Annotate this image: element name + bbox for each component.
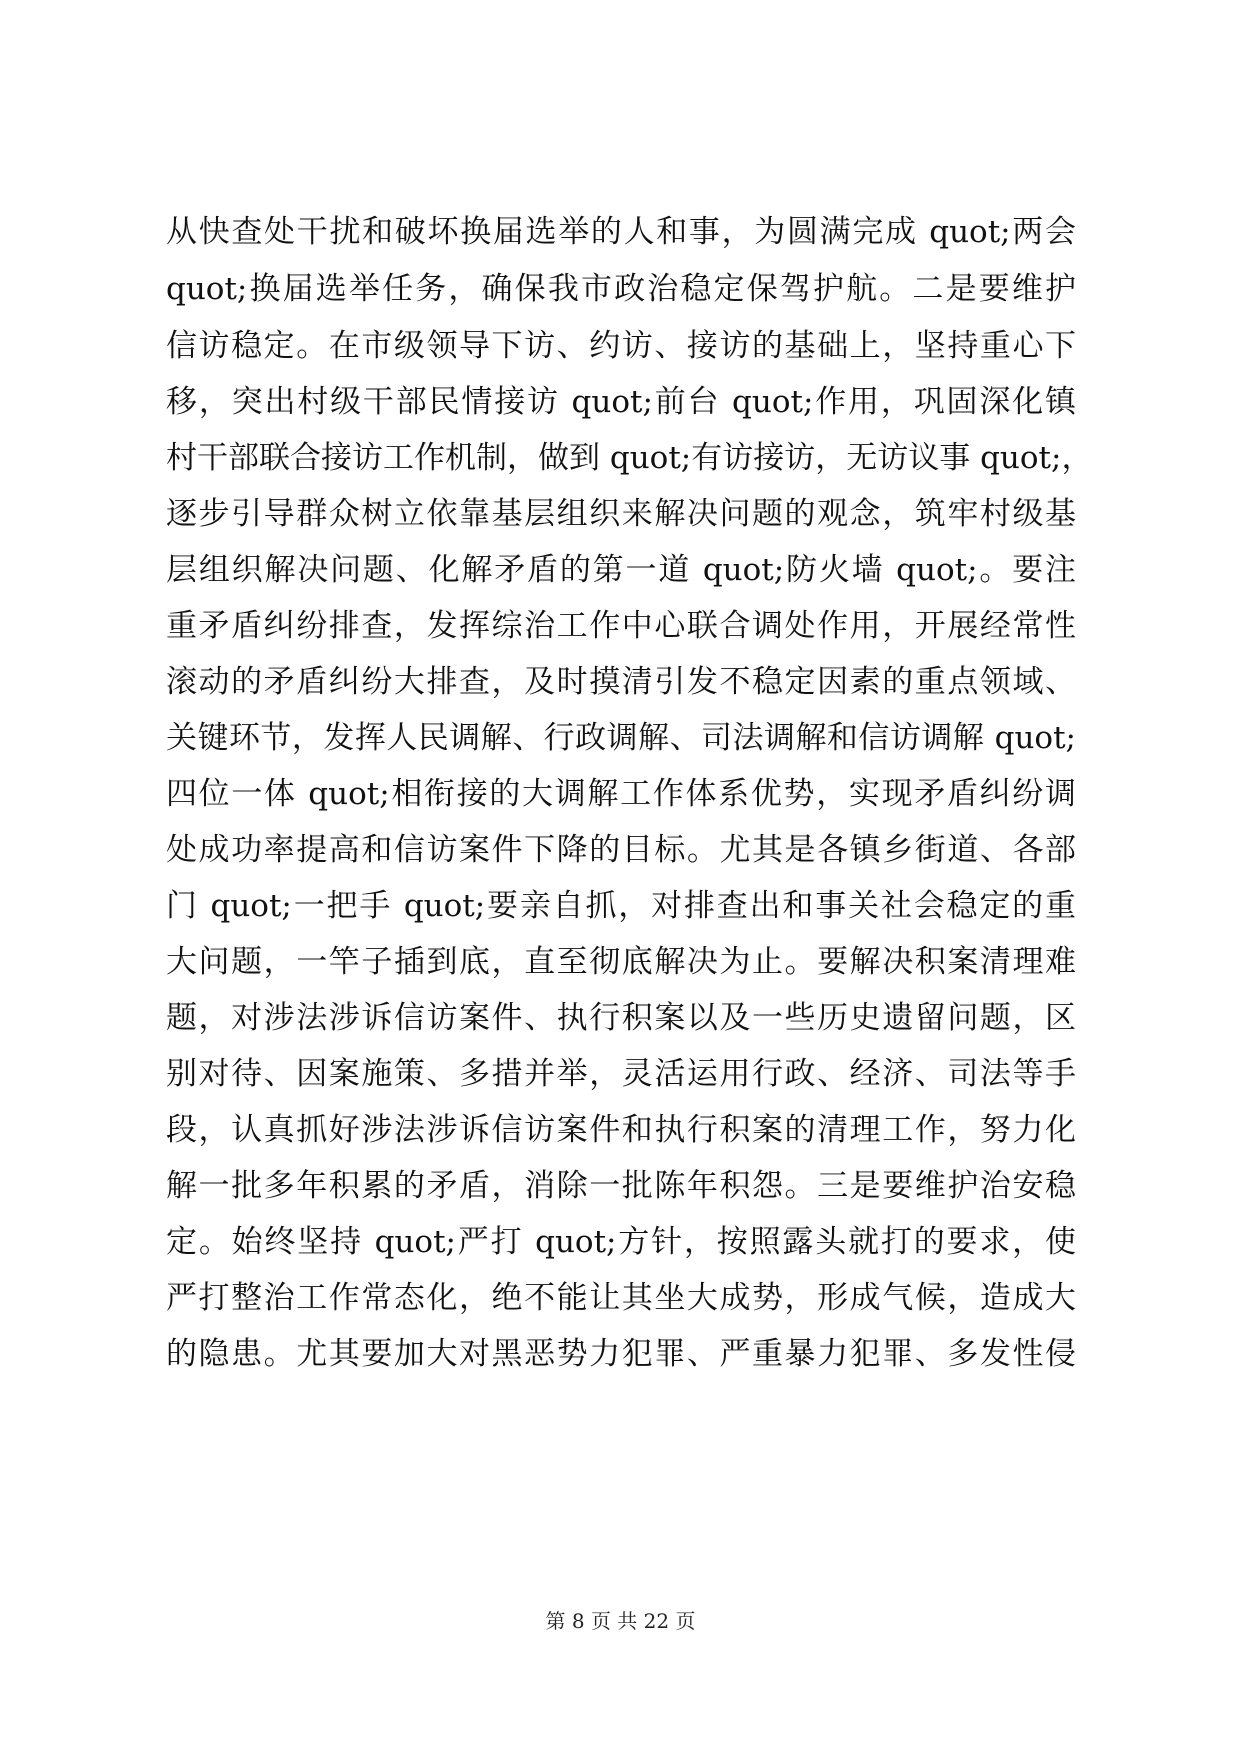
text-line: 门 quot;一把手 quot;要亲自抓，对排查出和事关社会稳定的重 [166,888,1076,924]
text-line: 关键环节，发挥人民调解、行政调解、司法调解和信访调解 quot; [166,720,1076,756]
text-line: 信访稳定。在市级领导下访、约访、接访的基础上，坚持重心下 [166,328,1076,364]
text-line: 滚动的矛盾纠纷大排查，及时摸清引发不稳定因素的重点领域、 [166,664,1076,700]
text-line: 逐步引导群众树立依靠基层组织来解决问题的观念，筑牢村级基 [166,496,1076,532]
text-line: 村干部联合接访工作机制，做到 quot;有访接访，无访议事 quot;， [166,440,1093,476]
text-line: quot;换届选举任务，确保我市政治稳定保驾护航。二是要维护 [166,271,1076,307]
page-number-footer: 第 8 页 共 22 页 [545,1609,696,1633]
text-line: 从快查处干扰和破坏换届选举的人和事，为圆满完成 quot;两会 [166,214,1076,250]
text-line: 大问题，一竿子插到底，直至彻底解决为止。要解决积案清理难 [166,944,1076,980]
text-line: 解一批多年积累的矛盾，消除一批陈年积怨。三是要维护治安稳 [166,1168,1076,1204]
text-line: 严打整治工作常态化，绝不能让其坐大成势，形成气候，造成大 [166,1280,1076,1316]
text-line: 的隐患。尤其要加大对黑恶势力犯罪、严重暴力犯罪、多发性侵 [166,1336,1076,1372]
text-line: 四位一体 quot;相衔接的大调解工作体系优势，实现矛盾纠纷调 [166,776,1076,812]
text-line: 别对待、因案施策、多措并举，灵活运用行政、经济、司法等手 [166,1056,1076,1092]
text-line: 层组织解决问题、化解矛盾的第一道 quot;防火墙 quot;。要注 [166,552,1076,588]
text-line: 定。始终坚持 quot;严打 quot;方针，按照露头就打的要求，使 [166,1224,1076,1260]
text-line: 移，突出村级干部民情接访 quot;前台 quot;作用，巩固深化镇 [166,384,1076,420]
text-line: 段，认真抓好涉法涉诉信访案件和执行积案的清理工作，努力化 [166,1112,1076,1148]
text-line: 题，对涉法涉诉信访案件、执行积案以及一些历史遗留问题，区 [166,1000,1076,1036]
text-line: 处成功率提高和信访案件下降的目标。尤其是各镇乡街道、各部 [166,832,1076,868]
text-line: 重矛盾纠纷排查，发挥综治工作中心联合调处作用，开展经常性 [166,608,1076,644]
